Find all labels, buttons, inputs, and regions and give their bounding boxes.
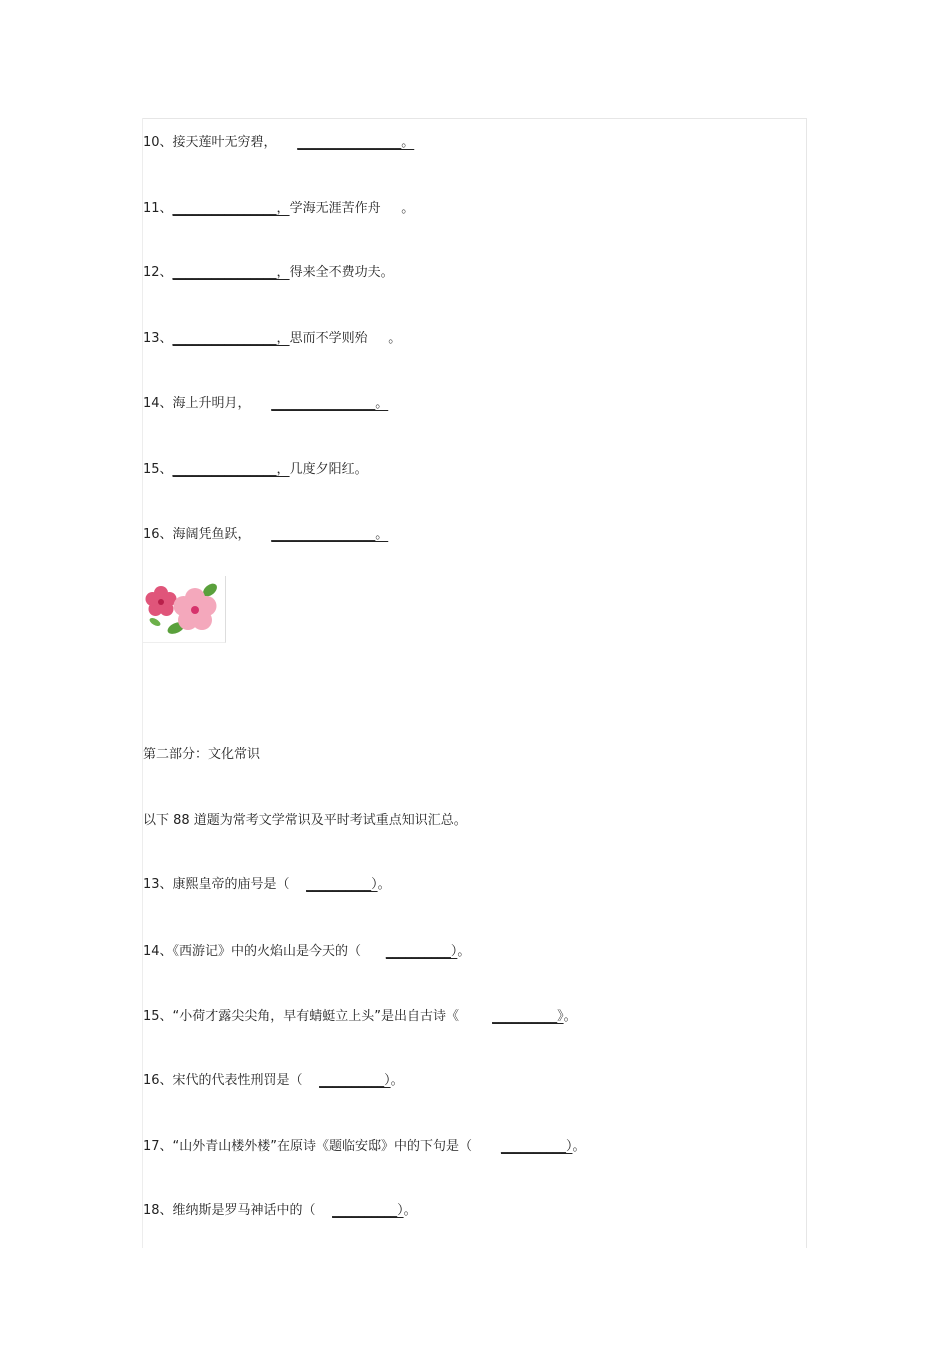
answer-blank: __________） — [332, 1203, 404, 1218]
item-text: 15、 — [143, 462, 173, 477]
page-border-top — [142, 118, 807, 119]
poetry-item — [143, 461, 368, 479]
culture-item — [143, 1202, 417, 1220]
page-border-right — [806, 118, 807, 1248]
item-text: 14、《西游记》中的火焰山是今天的（ — [143, 944, 386, 959]
item-text: 18、维纳斯是罗马神话中的（ — [143, 1203, 333, 1218]
item-suffix: 。 — [457, 944, 471, 959]
answer-blank: __________） — [500, 1139, 573, 1154]
item-suffix: 。 — [563, 1009, 577, 1024]
poetry-item — [143, 200, 414, 218]
culture-item — [143, 876, 391, 894]
culture-item — [143, 1008, 577, 1026]
answer-blank: __________） — [306, 877, 378, 892]
culture-item — [143, 1072, 404, 1090]
item-text: 15、“小荷才露尖尖角，早有蜻蜓立上头”是出自古诗《 — [143, 1009, 493, 1024]
item-suffix: 得来全不费功夫。 — [289, 265, 394, 280]
item-text: 10、接天莲叶无穷碧， — [143, 135, 298, 150]
section-intro: 以下 88 道题为常考文学常识及平时考试重点知识汇总。 — [143, 813, 467, 828]
poetry-item — [143, 330, 401, 348]
item-suffix: 。 — [377, 877, 391, 892]
item-suffix: 学海无涯苦作舟 。 — [289, 201, 415, 216]
answer-blank: ________________， — [172, 462, 290, 477]
answer-blank: ________________， — [172, 201, 290, 216]
answer-blank: __________） — [385, 944, 458, 959]
item-suffix: 思而不学则殆 。 — [289, 331, 402, 346]
answer-blank: __________） — [319, 1073, 391, 1088]
item-suffix: 。 — [390, 1073, 404, 1088]
answer-blank: ________________。 — [271, 396, 389, 411]
section-title: 第二部分：文化常识 — [143, 747, 261, 762]
answer-blank: __________》 — [492, 1009, 564, 1024]
item-text: 17、“山外青山楼外楼”在原诗《题临安邸》中的下句是（ — [143, 1139, 501, 1154]
item-suffix: 。 — [403, 1203, 417, 1218]
pink-flowers-icon — [143, 576, 226, 643]
poetry-item — [143, 395, 388, 413]
item-suffix: 几度夕阳红。 — [289, 462, 368, 477]
poetry-item — [143, 526, 388, 544]
item-text: 13、康熙皇帝的庙号是（ — [143, 877, 307, 892]
culture-item — [143, 1138, 585, 1156]
poetry-item — [143, 264, 394, 282]
item-text: 14、海上升明月， — [143, 396, 272, 411]
poetry-item — [143, 134, 414, 152]
culture-item — [143, 943, 470, 961]
item-text: 16、宋代的代表性刑罚是（ — [143, 1073, 320, 1088]
answer-blank: ________________， — [172, 331, 290, 346]
item-suffix: 。 — [572, 1139, 586, 1154]
item-text: 16、海阔凭鱼跃， — [143, 527, 272, 542]
item-text: 11、 — [143, 201, 173, 216]
answer-blank: ________________。 — [271, 527, 389, 542]
item-text: 12、 — [143, 265, 173, 280]
item-text: 13、 — [143, 331, 173, 346]
answer-blank: ________________， — [172, 265, 290, 280]
answer-blank: ________________。 — [297, 135, 415, 150]
